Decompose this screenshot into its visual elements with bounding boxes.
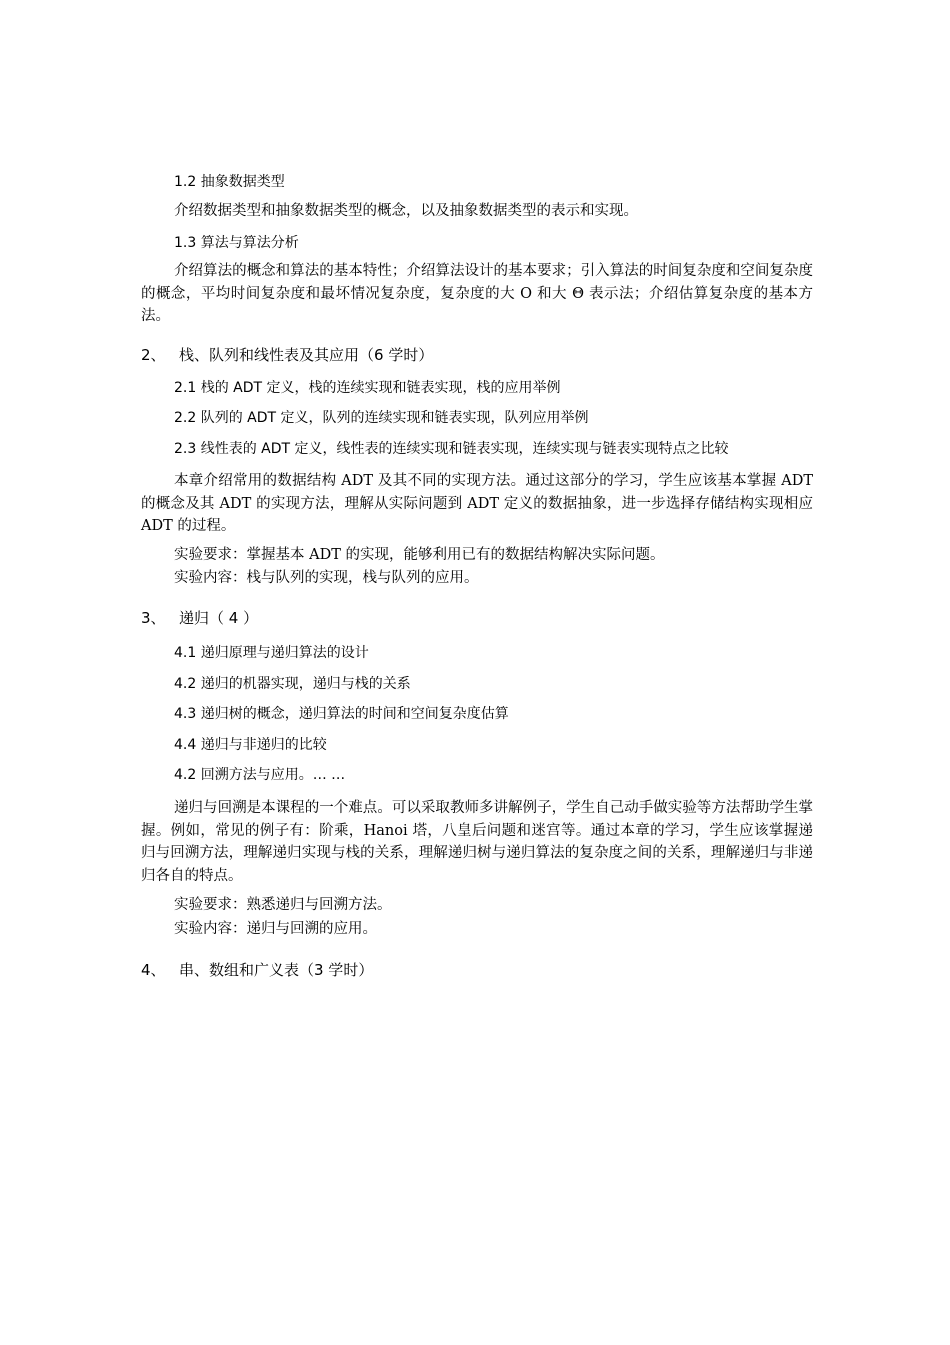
- section-2-item: 2.3 线性表的 ADT 定义，线性表的连续实现和链表实现，连续实现与链表实现特点之比较: [174, 441, 729, 457]
- section-2-experiment-requirement: 实验要求：掌握基本 ADT 的实现，能够利用已有的数据结构解决实际问题。: [174, 547, 665, 563]
- section-3-item: 4.4 递归与非递归的比较: [174, 737, 327, 753]
- section-4-title: 串、数组和广义表（3 学时）: [179, 961, 374, 979]
- section-2-paragraph: 本章介绍常用的数据结构 ADT 及其不同的实现方法。通过这部分的学习，学生应该基本掌握 ADT 的概念及其 ADT 的实现方法，理解从实际问题到 ADT 定义的数据抽象，进一步选择存储结构实现相应 ADT 的过程。: [141, 473, 813, 534]
- section-2-item: 2.1 栈的 ADT 定义，栈的连续实现和链表实现，栈的应用举例: [174, 380, 561, 396]
- section-2-experiment-content: 实验内容：栈与队列的实现，栈与队列的应用。: [174, 570, 479, 586]
- section-2-number: 2、: [141, 346, 166, 364]
- subsection-1-3-title: 1.3 算法与算法分析: [174, 235, 299, 251]
- section-3-item: 4.1 递归原理与递归算法的设计: [174, 645, 369, 661]
- section-3-title: 递归（ 4 ）: [179, 609, 259, 627]
- section-2-item: 2.2 队列的 ADT 定义，队列的连续实现和链表实现，队列应用举例: [174, 410, 589, 426]
- section-4-number: 4、: [141, 961, 166, 979]
- section-3-paragraph: 递归与回溯是本课程的一个难点。可以采取教师多讲解例子，学生自己动手做实验等方法帮助学生掌握。例如，常见的例子有：阶乘，Hanoi 塔，八皇后问题和迷宫等。通过本章的学习，学生应该掌握递归与回溯方法，理解递归实现与栈的关系，理解递归树与递归算法的复杂度之间的关系，理解递归与非递归各自的特点。: [141, 800, 813, 884]
- subsection-1-2-title: 1.2 抽象数据类型: [174, 174, 285, 190]
- section-3-experiment-requirement: 实验要求：熟悉递归与回溯方法。: [174, 897, 392, 913]
- section-4-heading: [141, 959, 373, 981]
- section-2-title: 栈、队列和线性表及其应用（6 学时）: [179, 346, 434, 364]
- subsection-1-2-paragraph: 介绍数据类型和抽象数据类型的概念，以及抽象数据类型的表示和实现。: [174, 203, 638, 219]
- subsection-1-3-paragraph: 介绍算法的概念和算法的基本特性；介绍算法设计的基本要求；引入算法的时间复杂度和空间复杂度的概念，平均时间复杂度和最坏情况复杂度，复杂度的大 O 和大 Θ 表示法；介绍估算复杂度的基本方法。: [141, 263, 813, 324]
- section-3-experiment-content: 实验内容：递归与回溯的应用。: [174, 921, 377, 937]
- section-3-item: 4.2 递归的机器实现，递归与栈的关系: [174, 676, 411, 692]
- section-2-heading: [141, 344, 433, 366]
- section-3-number: 3、: [141, 609, 166, 627]
- section-3-item: 4.3 递归树的概念，递归算法的时间和空间复杂度估算: [174, 706, 509, 722]
- section-3-item: 4.2 回溯方法与应用。… …: [174, 767, 346, 783]
- section-3-heading: [141, 607, 258, 629]
